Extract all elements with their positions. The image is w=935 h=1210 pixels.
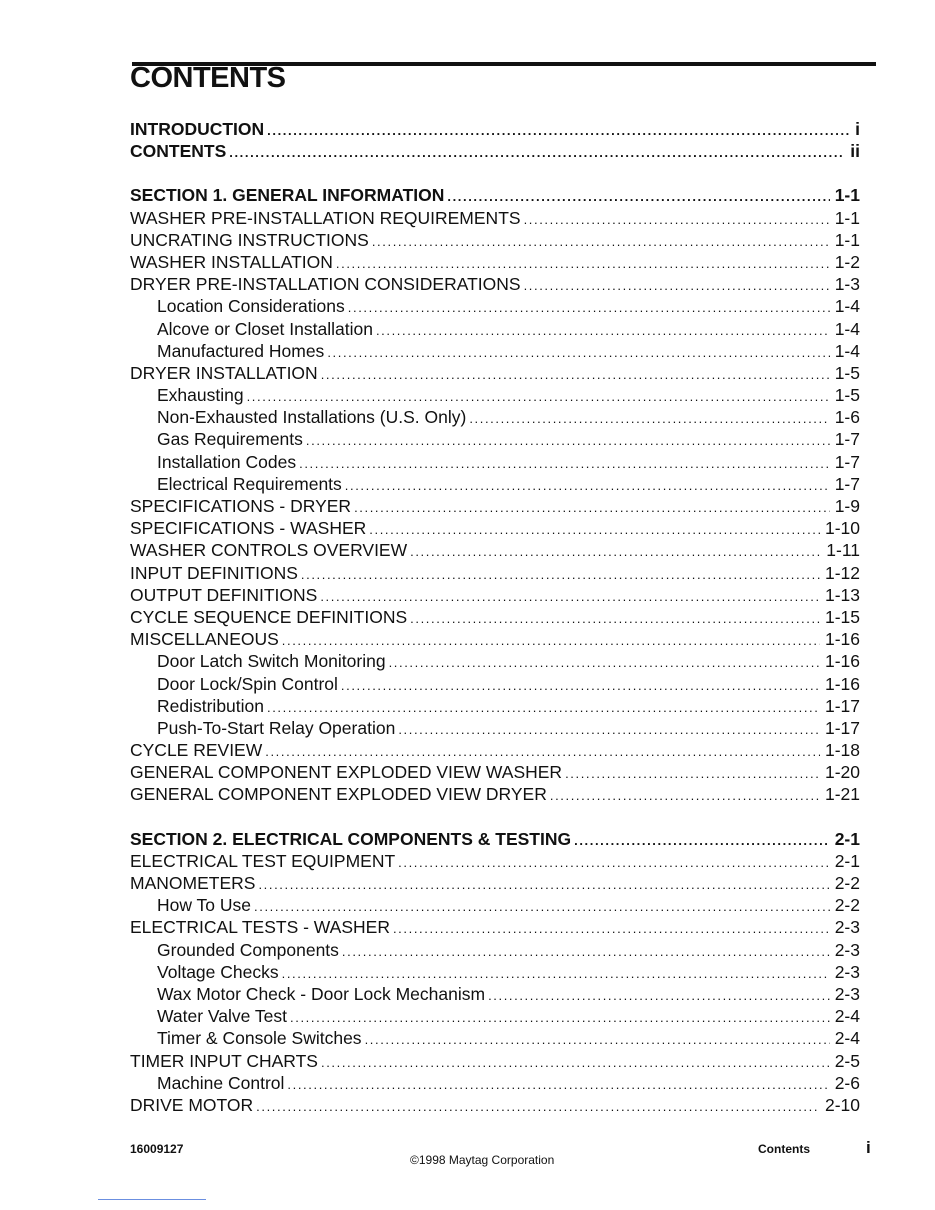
toc-entry-page: 1-9 xyxy=(834,496,860,516)
dot-leader xyxy=(372,234,830,249)
dot-leader xyxy=(287,1077,829,1092)
dot-leader xyxy=(306,433,830,448)
toc-entry[interactable] xyxy=(130,740,860,762)
dot-leader xyxy=(301,567,820,582)
toc-entry-title: SPECIFICATIONS - DRYER xyxy=(130,496,352,516)
dot-leader xyxy=(327,345,829,360)
toc-entry-page: 2-3 xyxy=(834,939,860,960)
toc-entry[interactable] xyxy=(130,962,860,984)
toc-entry-title: GENERAL COMPONENT EXPLODED VIEW DRYER xyxy=(130,784,547,805)
toc-entry-page: 1-5 xyxy=(834,362,860,383)
toc-entry-title: INPUT DEFINITIONS xyxy=(130,562,298,583)
dot-leader xyxy=(565,766,820,781)
toc-entry-title: CONTENTS xyxy=(130,141,227,162)
toc-entry[interactable] xyxy=(130,873,860,895)
toc-entry-page: 1-17 xyxy=(824,695,860,716)
dot-leader xyxy=(342,944,830,959)
toc-entry-page: 1-4 xyxy=(834,318,860,339)
toc-entry-page: 1-7 xyxy=(834,473,860,494)
toc-entry-page: 1-3 xyxy=(834,274,860,295)
toc-entry-title: INTRODUCTION xyxy=(130,119,265,139)
toc-entry[interactable] xyxy=(130,1095,860,1117)
dot-leader xyxy=(447,189,829,204)
toc-entry[interactable] xyxy=(130,851,860,873)
toc-entry[interactable] xyxy=(130,341,860,363)
toc-entry-title: How To Use xyxy=(157,895,252,916)
toc-entry[interactable] xyxy=(130,385,860,407)
toc-entry[interactable] xyxy=(130,563,860,585)
toc-entry[interactable] xyxy=(130,230,860,252)
toc-entry-page: 1-12 xyxy=(824,562,860,583)
toc-entry[interactable] xyxy=(130,452,860,474)
dot-leader xyxy=(369,522,820,537)
toc-entry-page: 2-3 xyxy=(834,961,860,982)
toc-entry-title: UNCRATING INSTRUCTIONS xyxy=(130,229,369,250)
toc-entry-title: DRYER PRE-INSTALLATION CONSIDERATIONS xyxy=(130,274,521,295)
dot-leader xyxy=(321,367,830,382)
dot-leader xyxy=(265,744,820,759)
toc-entry-title: ELECTRICAL TEST EQUIPMENT xyxy=(130,850,396,871)
toc-entry[interactable] xyxy=(130,274,860,296)
toc-entry-title: Wax Motor Check - Door Lock Mechanism xyxy=(157,983,486,1004)
dot-leader xyxy=(336,256,830,271)
toc-entry-page: 1-16 xyxy=(824,629,860,650)
toc-entry[interactable] xyxy=(130,895,860,917)
toc-entry[interactable] xyxy=(130,651,860,673)
toc-entry-page: 1-4 xyxy=(834,296,860,317)
dot-leader xyxy=(229,145,845,160)
toc-entry-page: 1-20 xyxy=(824,762,860,783)
dot-leader xyxy=(574,833,830,848)
toc-entry[interactable] xyxy=(130,984,860,1006)
dot-leader xyxy=(488,988,830,1003)
toc-entry-title: Installation Codes xyxy=(157,451,297,472)
toc-entry-title: Timer & Console Switches xyxy=(157,1028,362,1049)
dot-leader xyxy=(524,212,830,227)
toc-entry-title: Alcove or Closet Installation xyxy=(157,318,373,339)
dot-leader xyxy=(345,478,830,493)
toc-entry-title: Machine Control xyxy=(157,1072,285,1093)
dot-leader xyxy=(398,855,830,870)
toc-entry[interactable] xyxy=(130,940,860,962)
toc-entry-page: i xyxy=(855,119,860,139)
footer-page-number: i xyxy=(866,1138,871,1157)
toc-entry-title: ELECTRICAL TESTS - WASHER xyxy=(130,917,390,938)
toc-entry-title: Voltage Checks xyxy=(157,961,279,982)
toc-entry[interactable] xyxy=(130,496,860,518)
toc-entry-page: 1-13 xyxy=(824,584,860,605)
toc-entry-title: SECTION 2. ELECTRICAL COMPONENTS & TESTING xyxy=(130,828,572,849)
toc-entry-page: 1-16 xyxy=(824,673,860,694)
toc-entry-page: 1-1 xyxy=(834,229,860,250)
toc-entry-page: 2-2 xyxy=(834,873,860,893)
dot-leader xyxy=(282,633,820,648)
toc-entry[interactable] xyxy=(130,141,860,163)
toc-entry[interactable] xyxy=(130,607,860,629)
toc-entry-title: CYCLE SEQUENCE DEFINITIONS xyxy=(130,606,408,627)
toc-entry[interactable] xyxy=(130,296,860,318)
toc-entry[interactable] xyxy=(130,917,860,939)
toc-entry[interactable] xyxy=(130,518,860,540)
toc-entry-title: Grounded Components xyxy=(157,939,339,960)
toc-entry-title: GENERAL COMPONENT EXPLODED VIEW WASHER xyxy=(130,762,563,783)
toc-entry-title: Location Considerations xyxy=(157,296,345,317)
toc-entry[interactable] xyxy=(130,185,860,207)
toc-entry-title: WASHER CONTROLS OVERVIEW xyxy=(130,540,408,561)
toc-entry-page: 1-7 xyxy=(834,429,860,450)
toc-entry[interactable] xyxy=(130,629,860,651)
dot-leader xyxy=(290,1010,830,1025)
toc-entry[interactable] xyxy=(130,363,860,385)
toc-entry-title: Electrical Requirements xyxy=(157,473,342,494)
footer-section-label: Contents xyxy=(758,1142,810,1156)
toc-entry-page: 2-1 xyxy=(834,828,860,849)
toc-entry-page: ii xyxy=(850,141,860,162)
toc-entry-page: 1-1 xyxy=(834,185,860,206)
toc-entry-title: MISCELLANEOUS xyxy=(130,629,279,650)
dot-leader xyxy=(354,500,830,515)
toc-entry-page: 2-5 xyxy=(834,1050,860,1071)
toc-entry-page: 1-15 xyxy=(824,606,860,627)
toc-entry[interactable] xyxy=(130,1028,860,1050)
dot-leader xyxy=(398,722,820,737)
toc-entry[interactable] xyxy=(130,718,860,740)
footer-doc-number: 16009127 xyxy=(130,1142,184,1156)
toc-entry[interactable] xyxy=(130,208,860,230)
toc-entry-page: 2-3 xyxy=(834,983,860,1004)
toc-entry[interactable] xyxy=(130,674,860,696)
toc-entry-page: 1-10 xyxy=(824,518,860,539)
toc-entry-page: 1-7 xyxy=(834,451,860,472)
dot-leader xyxy=(254,899,830,914)
toc-entry-page: 1-1 xyxy=(834,207,860,228)
toc-entry-title: SPECIFICATIONS - WASHER xyxy=(130,518,367,539)
dot-leader xyxy=(524,278,830,293)
toc-entry[interactable] xyxy=(130,429,860,451)
toc-entry-page: 1-16 xyxy=(824,651,860,672)
toc-entry-title: DRIVE MOTOR xyxy=(130,1094,254,1115)
toc-entry-title: WASHER PRE-INSTALLATION REQUIREMENTS xyxy=(130,207,521,228)
toc-entry-page: 1-2 xyxy=(834,251,860,272)
page-edge-line xyxy=(98,1199,206,1200)
toc-entry[interactable] xyxy=(130,762,860,784)
toc-entry-title: SECTION 1. GENERAL INFORMATION xyxy=(130,185,445,206)
toc-entry[interactable] xyxy=(130,585,860,607)
dot-leader xyxy=(321,1055,830,1070)
dot-leader xyxy=(410,544,821,559)
toc-entry-page: 1-21 xyxy=(824,784,860,805)
section-spacer xyxy=(130,807,860,829)
table-of-contents xyxy=(130,119,860,1117)
toc-entry-title: Door Latch Switch Monitoring xyxy=(157,651,386,672)
toc-entry-page: 1-11 xyxy=(826,540,860,561)
toc-entry[interactable] xyxy=(130,829,860,851)
toc-entry-title: DRYER INSTALLATION xyxy=(130,362,318,383)
toc-entry-title: CYCLE REVIEW xyxy=(130,740,263,761)
toc-entry-page: 2-4 xyxy=(834,1028,860,1049)
dot-leader xyxy=(267,700,820,715)
toc-entry-page: 2-1 xyxy=(834,850,860,871)
dot-leader xyxy=(469,411,829,426)
toc-entry[interactable] xyxy=(130,540,860,562)
toc-entry-title: Door Lock/Spin Control xyxy=(157,673,338,694)
toc-entry[interactable] xyxy=(130,252,860,274)
toc-entry[interactable] xyxy=(130,119,860,141)
dot-leader xyxy=(320,589,820,604)
dot-leader xyxy=(258,877,829,892)
toc-entry[interactable] xyxy=(130,407,860,429)
dot-leader xyxy=(365,1032,830,1047)
toc-entry-title: OUTPUT DEFINITIONS xyxy=(130,584,318,605)
dot-leader xyxy=(267,123,850,138)
toc-entry[interactable] xyxy=(130,784,860,806)
toc-entry-page: 1-6 xyxy=(834,407,860,428)
toc-entry[interactable] xyxy=(130,474,860,496)
footer-copyright: ©1998 Maytag Corporation xyxy=(410,1153,555,1167)
toc-entry-title: Redistribution xyxy=(157,695,264,716)
toc-entry[interactable] xyxy=(130,696,860,718)
page-title: CONTENTS xyxy=(130,62,286,94)
toc-entry-title: Gas Requirements xyxy=(157,429,303,450)
toc-entry[interactable] xyxy=(130,1051,860,1073)
toc-entry-page: 1-5 xyxy=(834,385,860,406)
dot-leader xyxy=(341,678,820,693)
dot-leader xyxy=(299,456,830,471)
dot-leader xyxy=(247,389,830,404)
dot-leader xyxy=(389,655,820,670)
dot-leader xyxy=(256,1099,820,1114)
toc-entry-page: 1-4 xyxy=(834,340,860,361)
toc-entry-page: 2-2 xyxy=(834,895,860,916)
toc-entry-page: 2-3 xyxy=(834,917,860,938)
toc-entry[interactable] xyxy=(130,319,860,341)
toc-entry-title: Water Valve Test xyxy=(157,1006,288,1027)
toc-entry-page: 2-10 xyxy=(824,1094,860,1115)
dot-leader xyxy=(376,323,830,338)
toc-entry-page: 1-17 xyxy=(824,717,860,738)
dot-leader xyxy=(282,966,830,981)
toc-entry-page: 2-4 xyxy=(834,1006,860,1027)
toc-entry-title: WASHER INSTALLATION xyxy=(130,251,333,272)
dot-leader xyxy=(550,788,820,803)
toc-entry-title: Non-Exhausted Installations (U.S. Only) xyxy=(157,407,467,428)
toc-entry-title: Push-To-Start Relay Operation xyxy=(157,717,396,738)
toc-entry-page: 1-18 xyxy=(824,740,860,761)
toc-entry-title: TIMER INPUT CHARTS xyxy=(130,1050,318,1071)
dot-leader xyxy=(410,611,820,626)
toc-entry-title: Exhausting xyxy=(157,385,244,406)
toc-entry-title: MANOMETERS xyxy=(130,873,256,893)
toc-entry-page: 2-6 xyxy=(834,1072,860,1093)
toc-entry-title: Manufactured Homes xyxy=(157,340,325,361)
section-spacer xyxy=(130,163,860,185)
toc-entry[interactable] xyxy=(130,1006,860,1028)
toc-entry[interactable] xyxy=(130,1073,860,1095)
dot-leader xyxy=(393,921,830,936)
dot-leader xyxy=(348,300,830,315)
